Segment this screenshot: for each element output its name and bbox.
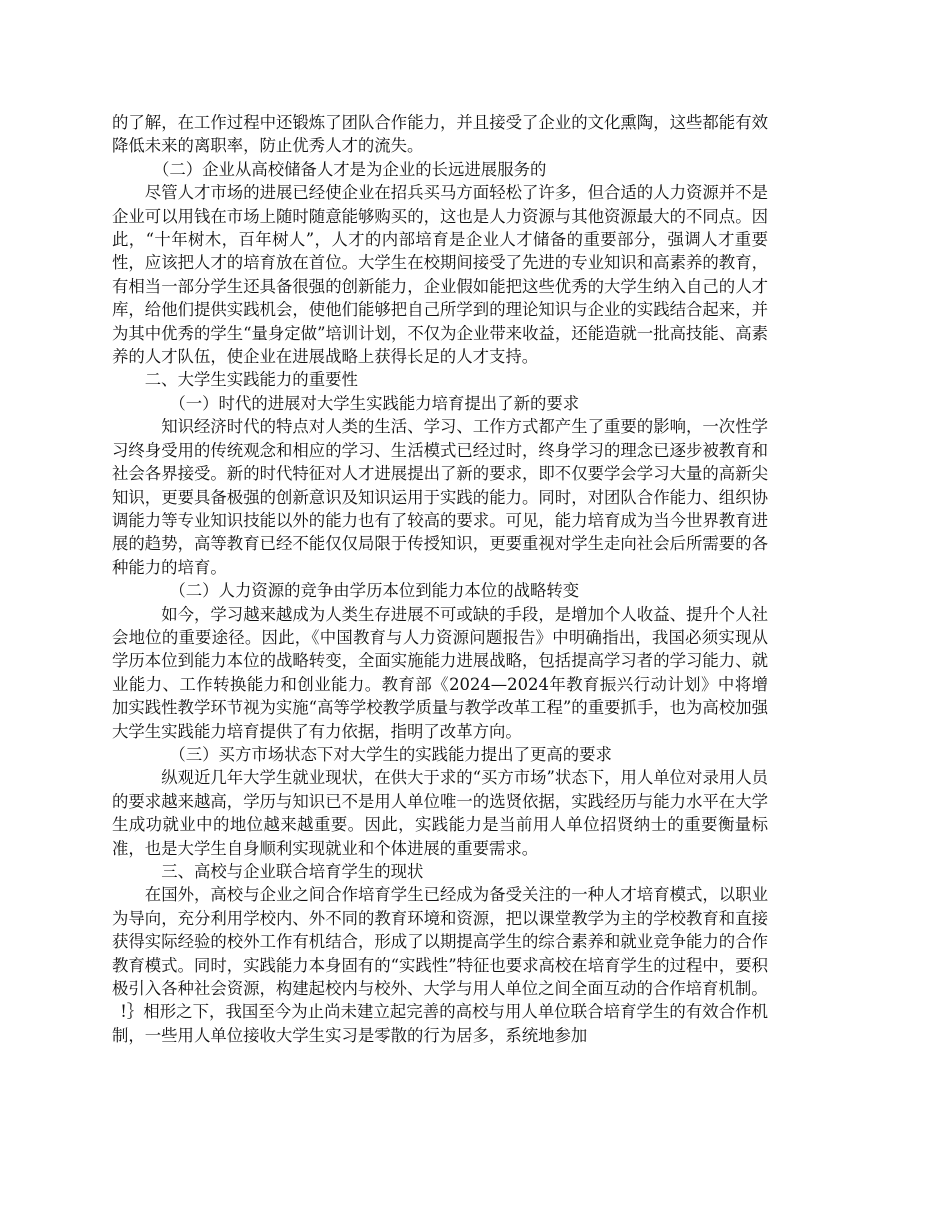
subsection-heading: （二）企业从高校储备人才是为企业的长远进展服务的 bbox=[153, 159, 547, 179]
paragraph: 纵观近几年大学生就业现状，在供大于求的“买方市场”状态下，用人单位对录用人员的要求越来越高，学历与知识已不是用人单位唯一的选贤依据，实践经历与能力水平在大学生成功就业中的地位越来越重要。因此，实践能力是当前用人单位招贤纳士的重要衡量标准，也是大学生自身顺利实现就业和个体进展的重要需求。 bbox=[112, 768, 769, 858]
paragraph-continuation: 的了解，在工作过程中还锻炼了团队合作能力，并且接受了企业的文化熏陶，这些都能有效降低未来的离职率，防止优秀人才的流失。 bbox=[112, 113, 768, 156]
subsection-heading: （三）买方市场状态下对大学生的实践能力提出了更高的要求 bbox=[169, 744, 612, 764]
section-heading: 二、大学生实践能力的重要性 bbox=[144, 370, 358, 390]
paragraph: 知识经济时代的特点对人类的生活、学习、工作方式都产生了重要的影响，一次性学习终身受用的传统观念和相应的学习、生活模式已经过时，终身学习的理念已逐步被教育和社会各界接受。新的时代特征对人才进展提出了新的要求，即不仅要学会学习大量的高新尖知识，更要具备极强的创新意识及知识运用于实践的能力。同时，对团队合作能力、组织协调能力等专业知识技能以外的能力也有了较高的要求。可见，能力培育成为当今世界教育进展的趋势，高等教育已经不能仅仅局限于传授知识，更要重视对学生走向社会后所需要的各种能力的培育。 bbox=[112, 417, 768, 577]
subsection-heading: （一）时代的进展对大学生实践能力培育提出了新的要求 bbox=[169, 393, 580, 413]
section-heading: 三、高校与企业联合培育学生的现状 bbox=[161, 862, 424, 881]
paragraph: 在国外，高校与企业之间合作培育学生已经成为备受关注的一种人才培育模式，以职业为导向，充分利用学校内、外不同的教育环境和资源，把以课堂教学为主的学校教育和直接获得实际经验的校外工作有机结合，形成了以期提高学生的综合素养和就业竞争能力的合作教育模式。同时，实践能力本身固有的“实践性”特征也要求高校在培育学生的过程中，要积极引入各种社会资源，构建起校内与校外、大学与用人单位之间全面互动的合作培育机制。 bbox=[112, 885, 768, 999]
paragraph: 如今，学习越来越成为人类生存进展不可或缺的手段，是增加个人收益、提升个人社会地位的重要途径。因此，《中国教育与人力资源问题报告》中明确指出，我国必须实现从学历本位到能力本位的战略转变，全面实施能力进展战略，包括提高学习者的学习能力、就业能力、工作转换能力和创业能力。教育部《2024—2024年教育振兴行动计划》中将增加实践性教学环节视为实施“高等学校教学质量与教学改革工程”的重要抓手，也为高校加强大学生实践能力培育提供了有力依据，指明了改革方向。 bbox=[112, 604, 768, 741]
paragraph: 尽管人才市场的进展已经使企业在招兵买马方面轻松了许多，但合适的人力资源并不是企业可以用钱在市场上随时随意能够购买的，这也是人力资源与其他资源最大的不同点。因此，“十年树木，百年树人”，人才的内部培育是企业人才储备的重要部分，强调人才重要性，应该把人才的培育放在首位。大学生在校期间接受了先进的专业知识和高素养的教育，有相当一部分学生还具备很强的创新能力，企业假如能把这些优秀的大学生纳入自己的人才库，给他们提供实践机会，使他们能够把自己所学到的理论知识与企业的实践结合起来，并为其中优秀的学生“量身定做”培训计划，不仅为企业带来收益，还能造就一批高技能、高素养的人才队伍，使企业在进展战略上获得长足的人才支持。 bbox=[112, 183, 768, 367]
subsection-heading: （二）人力资源的竞争由学历本位到能力本位的战略转变 bbox=[169, 581, 580, 601]
paragraph: !｝相形之下，我国至今为止尚未建立起完善的高校与用人单位联合培育学生的有效合作机制，一些用人单位接收大学生实习是零散的行为居多，系统地参加 bbox=[112, 1002, 768, 1045]
document-body bbox=[112, 111, 768, 1047]
